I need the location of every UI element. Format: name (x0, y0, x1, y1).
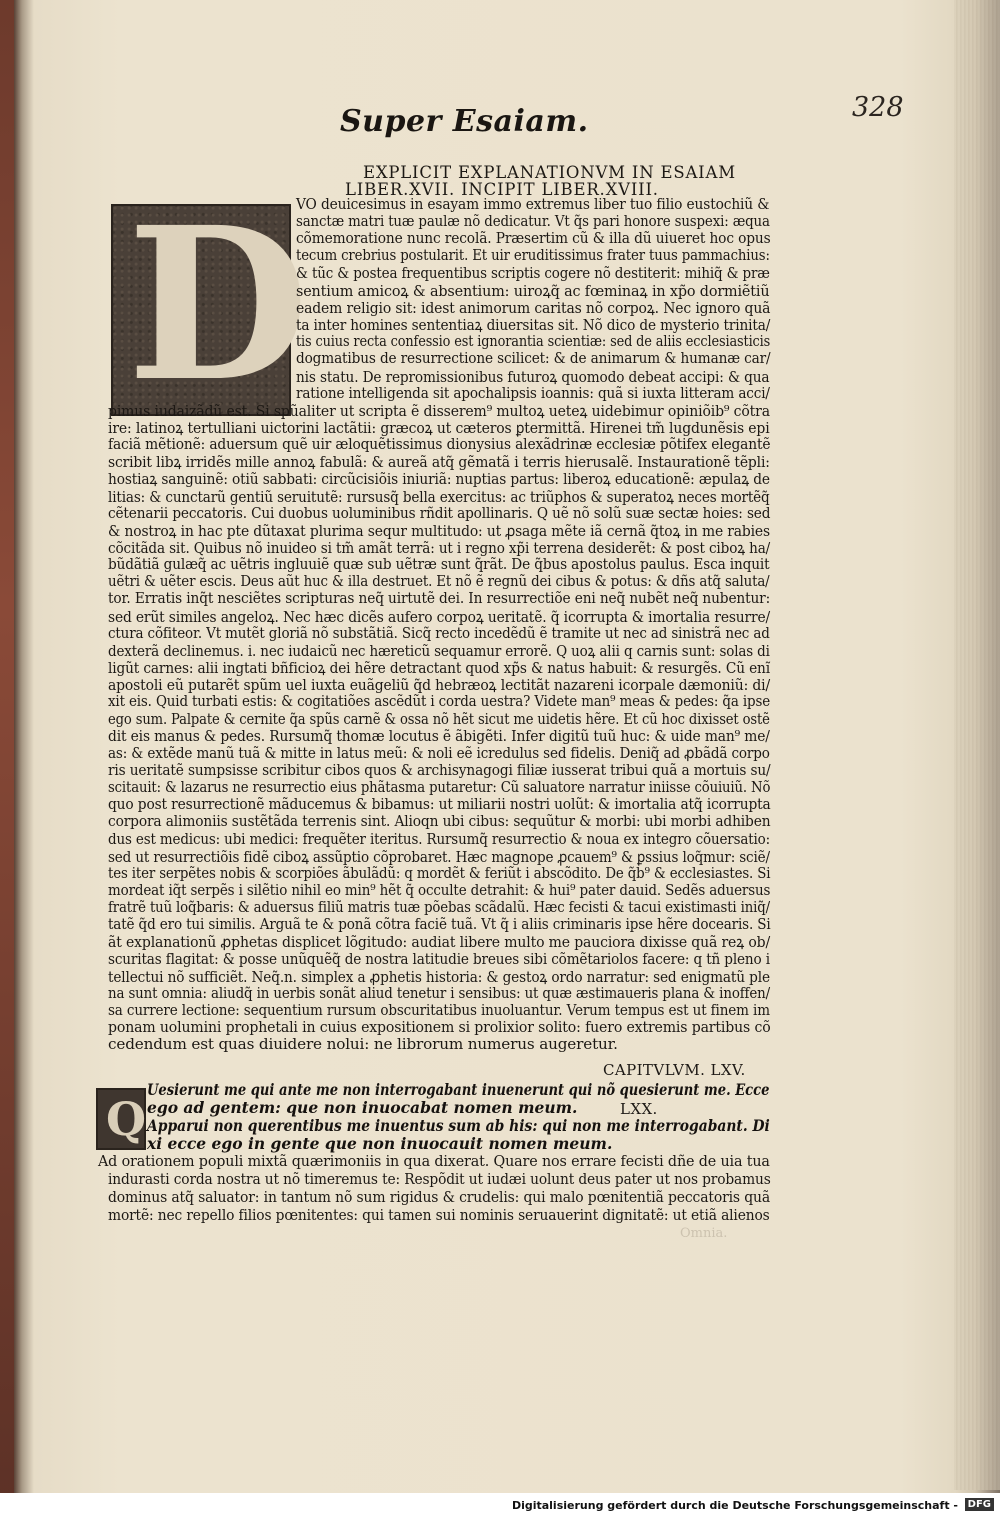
body-line: pimus iudaizãdũ est. Si spũaliter ut scripta ẽ disserem⁹ multoꝝ ueteꝝ uidebimur opiniõib⁹ cõtra (108, 401, 770, 420)
body-line: uẽtri & uẽter escis. Deus aũt huc & illa destruet. Et nõ ẽ regnũ dei cibus & potus: & dñs atq̃ saluta/ (108, 572, 770, 591)
body-line: dit eis manus & pedes. Rursumq̃ thomæ locutus ẽ ãbigẽti. Infer digitũ tuũ huc: & uide man⁹ me/ (108, 726, 770, 745)
running-title: Super Esaiam. (340, 104, 589, 139)
body-line: ta inter homines sententiaꝝ diuersitas sit. Nõ dico de mysterio trinita/ (296, 316, 771, 335)
body-line: na sunt omnia: aliudq̃ in uerbis sonãt aliud tenetur i sensibus: ut quæ æstimaueris plana & inoffen/ (108, 983, 771, 1002)
body-line: corpora alimoniis sustẽtãda terrenis sint. Alioqn ubi cibus: sequũtur & morbi: ubi morbi adhiben (108, 812, 771, 831)
body-line: dus est medicus: ubi medici: frequẽter iteritus. Rursumq̃ resurrectio & noua ex integro cõuersatio: (108, 829, 771, 848)
body-line: tellectui nõ sufficiẽt. Neq̃.n. simplex a ꝓphetis historia: & gestoꝝ ordo narratur: sed enigmatũ ple (108, 967, 770, 986)
scripture-line-4: xi ecce ego in gente que non inuocauit nomen meum. (147, 1134, 613, 1153)
body-line: ligũt carnes: alii ingtati bñficioꝝ dei hẽre detractant quod xp̃s & natus habuit: & resurgẽs. Cũ enĩ (108, 659, 770, 678)
body-line: apostoli eũ putarẽt spũm uel iuxta euãgeliũ q̃d hebræoꝝ lectitãt nazareni icorpale dæmoniũ: di/ (108, 676, 771, 695)
commentary-line: dominus atq̃ saluator: in tantum nõ sum rigidus & crudelis: qui malo pœnitentiã peccatoris quã (108, 1188, 770, 1206)
body-line: litias: & cunctarũ gentiũ seruitutẽ: rursusq̃ bella exercitus: ac triũphos & superatoꝝ neces mortẽq̃ (108, 487, 770, 506)
body-line: scuritas flagitat: & posse unũquẽq̃ de nostra latitudie breues sibi cõmẽtariolos facere: q tñ pleno i (108, 949, 770, 968)
body-line: sa currere lectione: sequentium rursum obscuritatibus inuoluantur. Verum tempus est ut finem im (108, 1001, 770, 1020)
body-line: mordeat iq̃t serpẽs i silẽtio nihil eo min⁹ hẽt q̃ occulte detrahit: & hui⁹ pater dauid. Sedẽs aduersus (108, 881, 771, 899)
body-line: tecum crebrius postularit. Et uir eruditissimus frater tuus pammachius: (296, 246, 770, 265)
decorated-initial (111, 181, 310, 428)
heading-incipit: LIBER.XVII. INCIPIT LIBER.XVIII. (345, 180, 659, 199)
body-line: cẽtenarii peccatoris. Cui duobus uoluminibus rñdit apollinaris. Q uẽ nõ solũ suæ sectæ hoies: sed (108, 503, 771, 522)
commentary-line: indurasti corda nostra ut nõ timeremus te: Respõdit ut iudæi uolunt deus pater ut nos probamus (108, 1170, 771, 1188)
body-line: hostiaꝝ sanguinẽ: otiũ sabbati: circũcisiõis iniuriã: nuptias partus: liberoꝝ educationẽ: æpulaꝝ de (108, 470, 770, 489)
body-line: sed ut resurrectiõis fidẽ ciboꝝ assũptio cõprobaret. Hæc magnope ꝓcauem⁹ & ꝑssius loq̃mur: sciẽ/ (108, 847, 770, 866)
body-line: sanctæ matri tuæ paulæ nõ dedicatur. Vt q̃s pari honore suspexi: æqua (296, 212, 770, 231)
body-line: quo post resurrectionẽ mãducemus & bibamus: ut miliarii nostri uolũt: & imortalia atq̃ icorrupta (108, 795, 771, 814)
book-spine-edge (0, 0, 14, 1519)
scripture-line-3: Apparui non querentibus me inuentus sum ab his: qui non me interrogabant. Di (147, 1116, 770, 1135)
body-line: tes iter serpẽtes nobis & scorpiões ãbulãdũ: q mordẽt & feriũt i abscõdito. De q̃b⁹ & ecclesiastes. Si (108, 863, 771, 882)
body-line: xit eis. Quid turbati estis: & cogitatiões ascẽdũt i corda uestra? Videte man⁹ meas & pedes: q̃a ipse (108, 692, 771, 711)
body-line: scribit libꝝ irridẽs mille annoꝝ fabulã: & aureã atq̃ gẽmatã i terris hierusalẽ. Instaurationẽ tẽpli: (108, 453, 770, 472)
body-line: ratione intelligenda sit apochalipsis ioannis: quã si iuxta litteram acci/ (296, 383, 770, 402)
capitulum-heading: CAPITVLVM. LXV. (603, 1061, 746, 1079)
body-line: cõcitãda sit. Quibus nõ inuideo si tm̃ amãt terrã: ut i regno xp̃i terrena desiderẽt: & post ciboꝝ ha/ (108, 539, 771, 557)
body-line: ego sum. Palpate & cernite q̃a spũs carnẽ & ossa nõ hẽt sicut me uidetis hẽre. Et cũ hoc dixisset ostẽ (108, 709, 770, 728)
dfg-logo: DFG (965, 1498, 994, 1511)
scripture-line-1: Uesierunt me qui ante me non interrogabant inuenerunt qui nõ quesierunt me. Ecce (147, 1080, 770, 1099)
body-line: ire: latinoꝝ tertulliani uictorini lactãtii: græcoꝝ ut cæteros ꝑtermittã. Hirenei tm̃ lugdunẽsis epi (108, 418, 770, 437)
body-line: & nostroꝝ in hac pte dũtaxat plurima sequr multitudo: ut ꝓsaga mẽte iã cernã q̃toꝝ in me rabies (108, 521, 770, 540)
body-line: dexterã declinemus. i. nec iudaicũ nec hæreticũ sequamur errorẽ. Q uoꝝ alii q carnis sunt: solas di (108, 641, 770, 660)
body-line: ponam uolumini prophetali in cuius expositionem si prolixior solito: fuero extremis partibus cõ (108, 1018, 771, 1037)
body-line: & tũc & postea frequentibus scriptis cogere nõ destiterit: mihiq̃ & præ (296, 263, 770, 282)
scripture-line-2: ego ad gentem: que non inuocabat nomen meum. (147, 1098, 578, 1117)
body-line: VO deuicesimus in esayam immo extremus liber tuo filio eustochiũ & (296, 195, 770, 213)
small-decorated-initial (96, 1088, 146, 1150)
small-initial-letter: Q (106, 1092, 147, 1146)
body-line: sed erũt similes angeloꝝ. Nec hæc dicẽs aufero corpoꝝ ueritatẽ. q̃ icorrupta & imortalia resurre/ (108, 607, 771, 626)
heading-explicit: EXPLICIT EXPLANATIONVM IN ESAIAM (363, 163, 736, 182)
body-line: bũdãtiã gulæq̃ ac uẽtris ingluuiẽ quæ sub uẽtræ sunt q̃rãt. De q̃bus apostolus paulus. Esca inquit (108, 555, 770, 574)
body-line: sentium amicoꝝ & absentium: uiroꝝq̃ ac fœminaꝝ in xp̃o dormiẽtiũ (296, 281, 770, 300)
body-line: faciã mẽtionẽ: aduersum quẽ uir æloquẽtissimus dionysius alexãdrinæ ecclesiæ põtifex elegantẽ (108, 435, 771, 454)
body-line: ris ueritatẽ sumpsisse scribitur cibos quos & archisynagogi filiæ iusserat tribui quã a mortuis su/ (108, 760, 771, 779)
body-line: nis statu. De repromissionibus futuroꝝ quomodo debeat accipi: & qua (296, 367, 770, 386)
body-line: as: & extẽde manũ tuã & mitte in latus meũ: & noli eẽ icredulus sed fidelis. Deniq̃ ad ꝓbãdã corpo (108, 743, 770, 762)
body-line: tor. Erratis inq̃t nesciẽtes scripturas neq̃ uirtutẽ dei. In resurrectiõe eni neq̃ nubẽt neq̃ nubentur: (108, 589, 771, 608)
page-stack-edge (954, 0, 1000, 1490)
lxx-marker: LXX. (620, 1100, 658, 1118)
footer-bar (0, 1493, 1000, 1519)
body-line: ctura cõfiteor. Vt mutẽt gloriã nõ substãtiã. Sicq̃ recto incedẽdũ ẽ tramite ut nec ad sinistrã nec ad (108, 623, 770, 642)
body-line: tis cuius recta confessio est ignorantia scientiæ: sed de aliis ecclesiasticis (296, 332, 771, 351)
initial-letter: D (127, 181, 310, 428)
body-line: cedendum est quas diuidere nolui: ne librorum numerus augeretur. (108, 1035, 618, 1054)
body-line: dogmatibus de resurrectione scilicet: & de animarum & humanæ car/ (296, 349, 771, 368)
body-line: ãt explanationũ ꝓphetas displicet lõgitudo: audiat libere multo me pauciora dixisse quã reꝝ ob/ (108, 933, 771, 952)
body-line: cõmemoratione nunc recolã. Præsertim cũ & illa dũ uiueret hoc opus (296, 229, 771, 248)
commentary-line: Ad orationem populi mixtã quærimoniis in qua dixerat. Quare nos errare fecisti dñe de uia tua (98, 1152, 770, 1170)
body-line: tatẽ q̃d ero tui similis. Arguã te & ponã cõtra faciẽ tuã. Vt q̃ i aliis criminaris ipse hẽre docearis. Si (108, 915, 771, 934)
commentary-line: mortẽ: nec repello filios pœnitentes: qui tamen sui nominis seruauerint dignitatẽ: ut etiã alienos (108, 1206, 770, 1224)
body-line: scitauit: & lazarus ne resurrectio eius phãtasma putaretur: Cũ saluatore narratur iniisse cõuiuiũ. Nõ (108, 778, 771, 797)
folio-number: 328 (852, 92, 904, 123)
body-line: eadem religio sit: idest animorum caritas nõ corpoꝝ. Nec ignoro quã (296, 298, 771, 317)
body-line: fratrẽ tuũ loq̃baris: & aduersus filiũ matris tuæ põebas scãdalũ. Hæc fecisti & tacui existimasti iniq̃/ (108, 898, 770, 917)
catchword: Omnia. (680, 1226, 728, 1241)
footer-credit: Digitalisierung gefördert durch die Deutsche Forschungsgemeinschaft - (511, 1499, 958, 1512)
